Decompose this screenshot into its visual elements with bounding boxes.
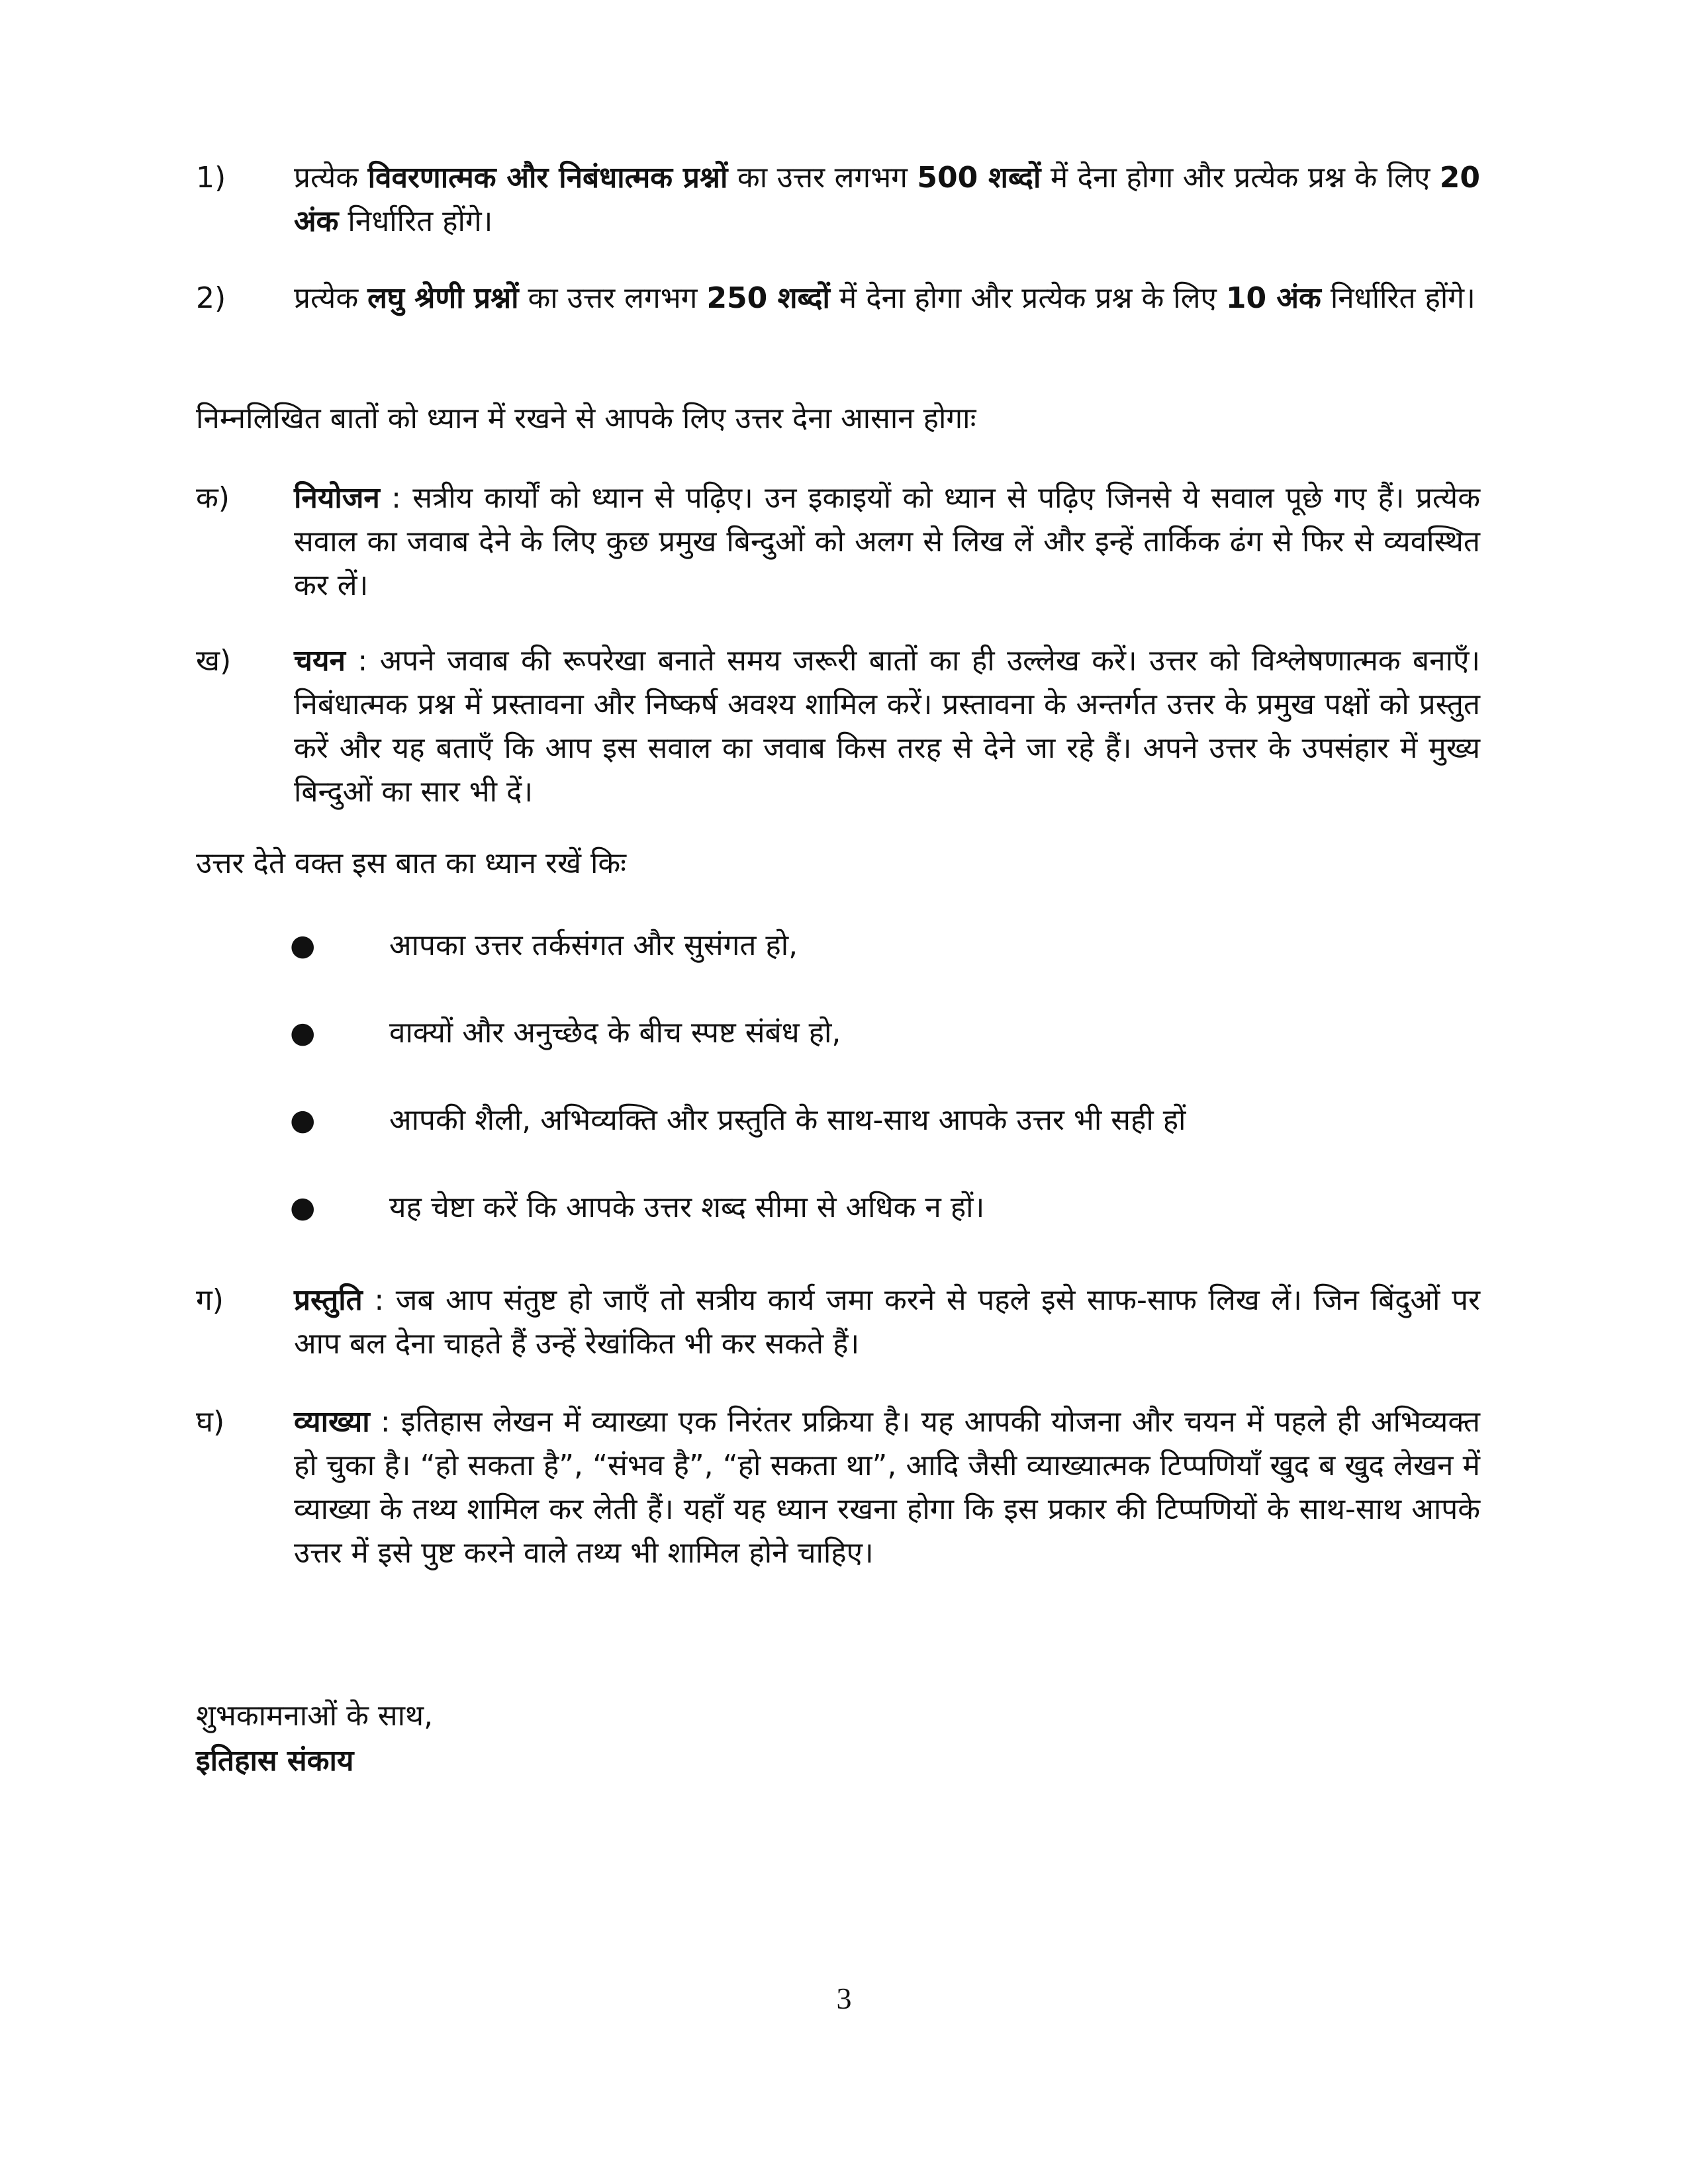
point-title: नियोजन bbox=[294, 481, 380, 515]
closing-greeting: शुभकामनाओं के साथ, bbox=[196, 1699, 434, 1733]
page-number: 3 bbox=[836, 1981, 852, 2015]
item-marker: 1) bbox=[196, 161, 226, 195]
text-run: निर्धारित होंगे। bbox=[1321, 281, 1476, 315]
bold-run: लघु श्रेणी प्रश्नों bbox=[367, 281, 519, 315]
point-body: : अपने जवाब की रूपरेखा बनाते समय जरूरी बातों का ही उल्लेख करें। उत्तर को विश्लेषणात्मक बनाएँ। निबंधात्मक प्रश्न में प्रस्तावना और निष्कर्ष अवश्य शामिल करें। प्रस्तावना के अन्तर्गत उत्तर के प्रमुख पक्षों को प्रस्तुत करें और यह बताएँ कि आप इस सवाल का जवाब किस तरह से देने जा रहे हैं। अपने उत्तर के उपसंहार में मुख्य बिन्दुओं का सार भी दें। bbox=[294, 644, 1480, 809]
bullet-icon: ● bbox=[290, 1103, 316, 1137]
text-run: प्रत्येक bbox=[294, 161, 368, 195]
intro-paragraph-2: उत्तर देते वक्त इस बात का ध्यान रखें किः bbox=[196, 846, 627, 880]
intro-paragraph: निम्नलिखित बातों को ध्यान में रखने से आपके लिए उत्तर देना आसान होगाः bbox=[196, 402, 976, 435]
bold-run: 20 अंक bbox=[294, 161, 1480, 238]
item-text bbox=[294, 477, 1480, 608]
item-marker: 2) bbox=[196, 281, 226, 315]
point-body: : इतिहास लेखन में व्याख्या एक निरंतर प्रक्रिया है। यह आपकी योजना और चयन में पहले ही अभिव्यक्त हो चुका है। “हो सकता है”, “संभव है”, “हो सकता था”, आदि जैसी व्याख्यात्मक टिप्पणियाँ खुद ब खुद लेखन में व्याख्या के तथ्य शामिल कर लेती हैं। यहाँ यह ध्यान रखना होगा कि इस प्रकार की टिप्पणियों के साथ-साथ आपके उत्तर में इसे पुष्ट करने वाले तथ्य भी शामिल होने चाहिए। bbox=[294, 1405, 1480, 1570]
item-marker: क) bbox=[196, 481, 230, 515]
text-run: का उत्तर लगभग bbox=[727, 161, 917, 195]
item-text bbox=[294, 277, 1480, 320]
item-text bbox=[294, 1279, 1480, 1366]
text-run: में देना होगा और प्रत्येक प्रश्न के लिए bbox=[829, 281, 1226, 315]
bullet-text: आपका उत्तर तर्कसंगत और सुसंगत हो, bbox=[389, 929, 798, 962]
item-marker: घ) bbox=[196, 1405, 225, 1439]
item-text bbox=[294, 156, 1480, 244]
bold-run: 500 शब्दों bbox=[917, 161, 1041, 195]
point-title: चयन bbox=[294, 644, 346, 678]
bold-run: विवरणात्मक और निबंधात्मक प्रश्नों bbox=[367, 161, 728, 195]
item-marker: ग) bbox=[196, 1283, 224, 1317]
point-title: व्याख्या bbox=[294, 1405, 370, 1439]
bullet-icon: ● bbox=[290, 1191, 316, 1224]
bullet-text: आपकी शैली, अभिव्यक्ति और प्रस्तुति के साथ-साथ आपके उत्तर भी सही हों bbox=[389, 1103, 1186, 1137]
text-run: प्रत्येक bbox=[294, 281, 368, 315]
item-text bbox=[294, 639, 1480, 814]
text-run: निर्धारित होंगे। bbox=[338, 205, 493, 238]
point-body: : जब आप संतुष्ट हो जाएँ तो सत्रीय कार्य जमा करने से पहले इसे साफ-साफ लिख लें। जिन बिंदुओं पर आप बल देना चाहते हैं उन्हें रेखांकित भी कर सकते हैं। bbox=[294, 1283, 1480, 1361]
bullet-text: यह चेष्टा करें कि आपके उत्तर शब्द सीमा से अधिक न हों। bbox=[389, 1191, 985, 1224]
item-marker: ख) bbox=[196, 644, 232, 678]
bold-run: 250 शब्दों bbox=[706, 281, 830, 315]
bullet-icon: ● bbox=[290, 929, 316, 962]
item-text bbox=[294, 1400, 1480, 1575]
bullet-icon: ● bbox=[290, 1016, 316, 1050]
bold-run: 10 अंक bbox=[1225, 281, 1321, 315]
point-title: प्रस्तुति bbox=[294, 1283, 363, 1317]
point-body: : सत्रीय कार्यों को ध्यान से पढ़िए। उन इकाइयों को ध्यान से पढ़िए जिनसे ये सवाल पूछे गए हैं। प्रत्येक सवाल का जवाब देने के लिए कुछ प्रमुख बिन्दुओं को अलग से लिख लें और इन्हें तार्किक ढंग से फिर से व्यवस्थित कर लें। bbox=[294, 481, 1480, 602]
closing-signature: इतिहास संकाय bbox=[196, 1744, 354, 1778]
text-run: में देना होगा और प्रत्येक प्रश्न के लिए bbox=[1041, 161, 1440, 195]
text-run: का उत्तर लगभग bbox=[518, 281, 707, 315]
bullet-text: वाक्यों और अनुच्छेद के बीच स्पष्ट संबंध हो, bbox=[389, 1016, 841, 1050]
